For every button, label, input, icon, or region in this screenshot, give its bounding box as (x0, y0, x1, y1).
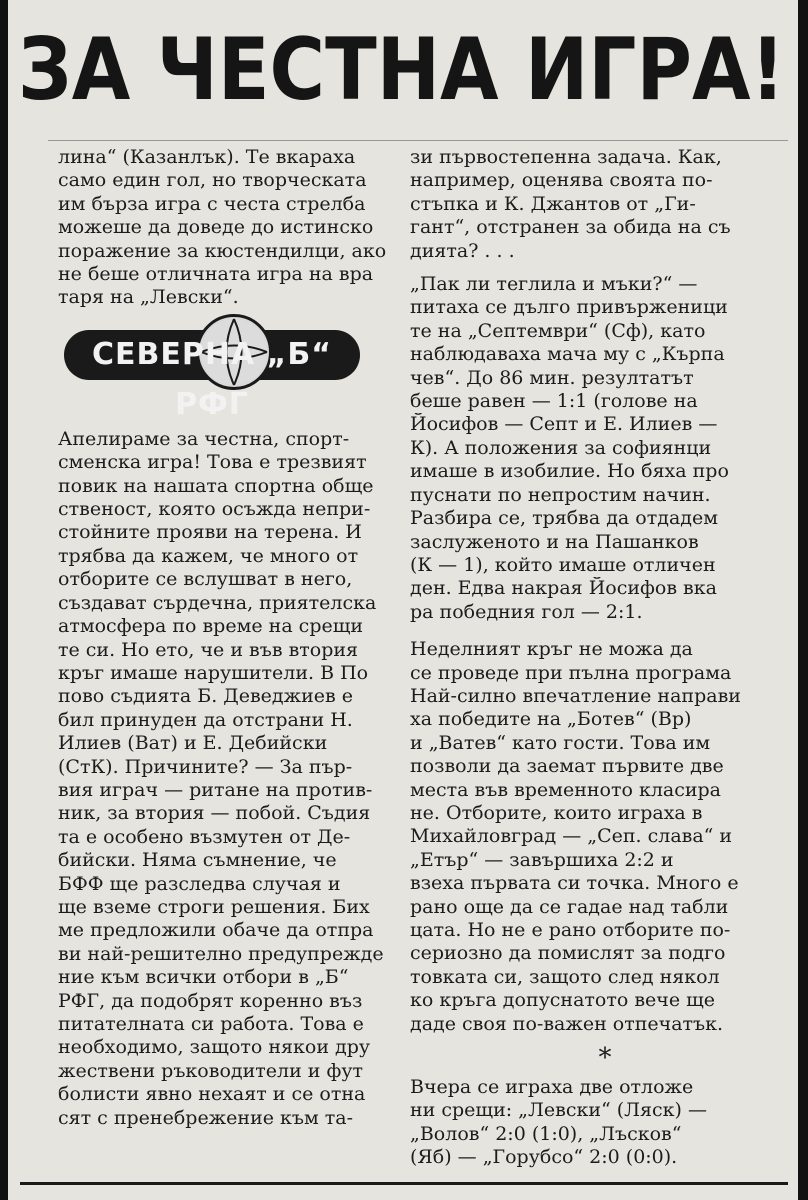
text-line: поражение за кюстендилци, ако (58, 239, 387, 262)
text-line: заслуженото и на Пашанков (410, 530, 699, 553)
text-line: ме предложили обаче да отпра (58, 919, 374, 942)
text-line: не. Отборите, които играха в (410, 801, 703, 824)
text-line: (К — 1), който имаше отличен (410, 553, 716, 576)
text-line: та е особено възмутен от Де- (58, 825, 351, 848)
text-line: Неделният кръг не можа да (410, 638, 693, 661)
text-line: питателната си работа. Това е (58, 1013, 364, 1035)
text-line: „Волов“ 2:0 (1:0), „Лъсков“ (410, 1122, 682, 1145)
text-line: гант“, отстранен за обида на съ (410, 216, 731, 239)
text-line: наблюдаваха мача му с „Кърпа (410, 343, 725, 366)
text-line: стойните прояви на терена. И (58, 521, 362, 544)
bottom-rule (20, 1182, 788, 1185)
text-line: позволи да заемат първите две (410, 755, 724, 778)
text-line: взеха първата си точка. Много е (410, 872, 739, 895)
text-line: ще вземе строги решения. Бих (58, 895, 370, 918)
text-line: ра победния гол — 2:1. (410, 600, 643, 623)
text-line: Илиев (Ват) и Е. Дебийски (58, 732, 328, 755)
text-line: Михайловград — „Сеп. слава“ и (410, 825, 733, 848)
left-intro-paragraph (58, 146, 404, 310)
text-line: (Яб) — „Горубсо“ 2:0 (0:0). (410, 1146, 678, 1169)
text-line: бийски. Няма съмнение, че (58, 849, 337, 872)
text-line: Йосифов — Септ и Е. Илиев — (410, 413, 718, 436)
text-line: ни срещи: „Левски“ (Ляск) — (410, 1099, 707, 1122)
text-line: болисти явно нехаят и се отна (58, 1083, 366, 1106)
headline: ЗА ЧЕСТНА ИГРА! (18, 20, 786, 120)
text-line: рано още да се гадае над табли (410, 895, 729, 918)
text-line: се проведе при пълна програма (410, 661, 732, 684)
left-column (58, 146, 404, 1130)
right-column (410, 146, 790, 1170)
text-line: беше равен — 1:1 (голове на (410, 390, 698, 413)
text-line: кръг имаше нарушители. В По (58, 661, 369, 684)
text-line: сменска игра! Това е трезвият (58, 451, 367, 474)
right-paragraph-3 (410, 638, 790, 1036)
right-paragraph-2 (410, 273, 790, 624)
text-line: (СтК). Причините? — За пър- (58, 755, 353, 778)
text-line: Апелираме за честна, спорт- (58, 427, 350, 450)
text-line: чев“. До 86 мин. резултатът (410, 366, 694, 389)
text-line: стъпка и К. Джантов от „Ги- (410, 192, 696, 215)
text-line: повик на нашата спортна обще (58, 474, 374, 497)
text-line: вия играч — ритане на против- (58, 778, 373, 801)
text-line: К). А положения за софиянци (410, 436, 712, 459)
text-line: жествени ръководители и фут (58, 1059, 364, 1082)
headline-divider (48, 140, 788, 141)
text-line: лина“ (Казанлък). Те вкараха (58, 146, 356, 168)
text-line: ви най-решително предупрежде (58, 942, 384, 965)
right-paragraph-1 (410, 146, 790, 263)
text-line: ник, за втория — побой. Съдия (58, 802, 371, 825)
section-badge-block (58, 310, 404, 428)
separator-star: * (598, 1043, 612, 1074)
section-badge-label: СЕВЕРНА „Б“ РФГ (92, 336, 332, 422)
text-line: цата. Но не е рано отборите по- (410, 919, 731, 941)
text-line: отборите се вслушват в него, (58, 568, 353, 591)
text-line: имаше в изобилие. Но бяха про (410, 460, 729, 483)
right-paragraph-4 (410, 1076, 790, 1170)
text-line: пуснати по непростим начин. (410, 483, 711, 506)
text-line: бил принуден да отстрани Н. (58, 708, 353, 731)
text-line: Вчера се играха две отложе (410, 1076, 694, 1099)
text-line: Разбира се, трябва да отдадем (410, 507, 718, 530)
text-line: даде своя по-важен отпечатък. (410, 1012, 724, 1035)
text-line: им бърза игра с честа стрелба (58, 192, 366, 215)
text-line: можеше да доведе до истинско (58, 216, 374, 239)
newspaper-clipping (8, 0, 798, 1200)
text-line: „Пак ли теглила и мъки?“ — (410, 273, 698, 296)
text-line: ден. Едва накрая Йосифов вка (410, 577, 717, 600)
text-line: места във временното класира (410, 778, 722, 801)
text-line: РФГ, да подобрят коренно въз (58, 989, 363, 1012)
text-line: ственост, която осъжда непри- (58, 498, 371, 521)
left-main-paragraph (58, 428, 404, 1130)
text-line: БФФ ще разследва случая и (58, 872, 341, 895)
text-line: сят с пренебрежение към та- (58, 1106, 354, 1129)
text-line: трябва да кажем, че много от (58, 544, 359, 567)
text-line: например, оценява своята по- (410, 169, 713, 192)
text-line: пово съдията Б. Деведжиев е (58, 685, 353, 708)
text-line: ние към всички отбори в „Б“ (58, 966, 349, 989)
text-line: „Етър“ — завършиха 2:2 и (410, 848, 674, 871)
text-line: дията? . . . (410, 239, 515, 262)
text-line: само един гол, но творческата (58, 169, 367, 192)
text-line: таря на „Левски“. (58, 286, 239, 309)
text-line: те си. Но ето, че и във втория (58, 638, 359, 661)
text-line: сериозно да помислят за подго (410, 942, 726, 965)
text-line: Най-силно впечатление направи (410, 684, 741, 707)
text-line: зи първостепенна задача. Как, (410, 146, 722, 168)
text-line: не беше отличната игра на вра (58, 263, 374, 286)
text-line: ко кръга допуснатото вече ще (410, 989, 716, 1012)
text-line: товката си, защото след някол (410, 965, 720, 988)
text-line: и „Ватев“ като гости. Това им (410, 731, 711, 754)
text-line: създават сърдечна, приятелска (58, 591, 377, 614)
text-line: необходимо, защото някои дру (58, 1036, 371, 1059)
text-line: ха победите на „Ботев“ (Вр) (410, 708, 692, 731)
text-line: питаха се дълго привърженици (410, 296, 728, 319)
text-line: те на „Септември“ (Сф), като (410, 319, 706, 342)
text-line: атмосфера по време на срещи (58, 615, 364, 638)
